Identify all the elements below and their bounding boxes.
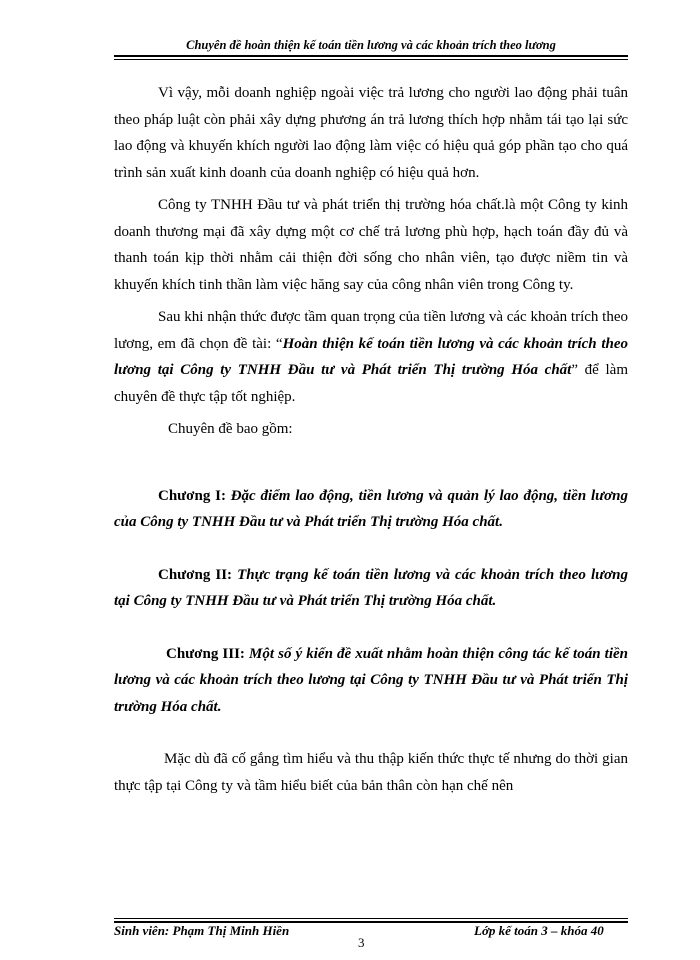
chapter-2 (114, 562, 628, 615)
header-rule-thin (114, 59, 628, 60)
paragraph-5: Mặc dù đã cố gắng tìm hiểu và thu thập kiến thức thực tế nhưng do thời gian thực tập tại Công ty và tầm hiểu biết của bản thân còn hạn chế nên (114, 751, 628, 794)
page-number: 3 (358, 935, 365, 950)
chapter-1-label: Chương I: (158, 487, 231, 504)
paragraph-2: Công ty TNHH Đầu tư và phát triển thị trường hóa chất.là một Công ty kinh doanh thương mại đã xây dựng một cơ chế trả lương phù hợp, hạch toán đầy đủ và thanh toán kịp thời nhằm cải thiện đời sống cho nhân viên, tạo được niềm tin và khuyến khích tinh thần làm việc hăng say của công nhân viên trong Công ty. (114, 197, 628, 293)
running-header: Chuyên đề hoàn thiện kế toán tiền lương và các khoản trích theo lương (186, 38, 556, 52)
paragraph-1: Vì vậy, mỗi doanh nghiệp ngoài việc trả lương cho người lao động phải tuân theo pháp luật còn phải xây dựng phương án trả lương thích hợp nhằm tái tạo lại sức lao động và khuyến khích người lao động làm việc có hiệu quả góp phần tạo cho quá trình sản xuất kinh doanh của doanh nghiệp có hiệu quả hơn. (114, 85, 628, 181)
chapter-2-label: Chương II: (158, 566, 238, 583)
thesis-title: Hoàn thiện kế toán tiền lương và các khoản trích theo lương tại Công ty TNHH Đầu tư và Phát triển Thị trường Hóa chất (114, 335, 628, 378)
footer-class: Lớp kế toán 3 – khóa 40 (474, 923, 604, 938)
footer-student: Sinh viên: Phạm Thị Minh Hiền (114, 923, 290, 938)
chapter-3-title: Một số ý kiến đề xuất nhằm hoàn thiện công tác kế toán tiền lương và các khoản trích theo lương tại Công ty TNHH Đầu tư và Phát triển Thị trường Hóa chất. (114, 645, 628, 715)
chapter-1-title: Đặc điểm lao động, tiền lương và quản lý lao động, tiền lương của Công ty TNHH Đầu tư và Phát triển Thị trường Hóa chất. (114, 487, 628, 530)
body-text (114, 80, 628, 799)
paragraph-4: Chuyên đề bao gồm: (168, 421, 293, 437)
paragraph-3-intro: Sau khi nhận thức được tầm quan trọng của tiền lương và các khoản trích theo lương, em đã chọn đề tài: “ (114, 309, 628, 352)
chapter-3-label: Chương III: (166, 645, 250, 662)
header-rule (114, 55, 628, 57)
chapter-3 (114, 641, 628, 721)
footer-rule-thin (114, 918, 628, 919)
paragraph-3 (114, 304, 628, 410)
chapter-2-title: Thực trạng kế toán tiền lương và các khoản trích theo lương tại Công ty TNHH Đầu tư và Phát triển Thị trường Hóa chất. (114, 566, 628, 609)
paragraph-3-outro: ” để làm chuyên đề thực tập tốt nghiệp. (114, 362, 628, 405)
chapter-1 (114, 483, 628, 536)
